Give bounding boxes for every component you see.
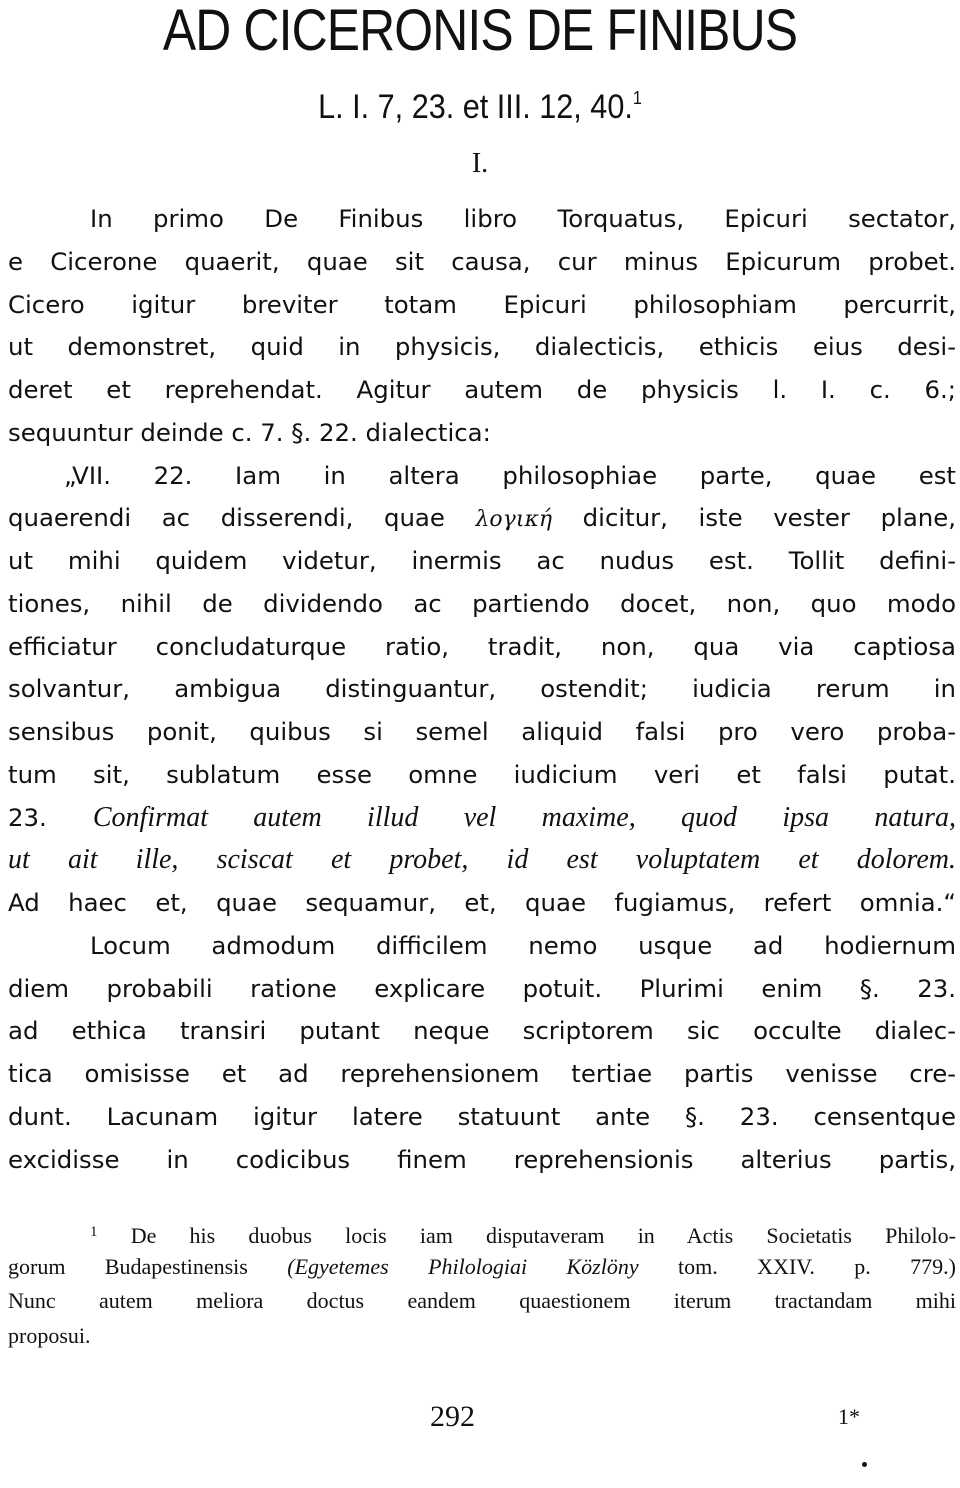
text-line bbox=[8, 711, 956, 754]
text-run: sensibus ponit, quibus si semel aliquid falsi pro vero proba- bbox=[8, 717, 956, 746]
text-run: Locum admodum difficilem nemo usque ad hodiernum bbox=[90, 930, 956, 960]
text-run: dicitur, iste vester plane, bbox=[552, 503, 956, 533]
body-text bbox=[8, 198, 956, 1181]
footnote-line bbox=[8, 1319, 956, 1354]
text-line bbox=[8, 497, 956, 540]
text-run: diem probabili ratione explicare potuit. Plurimi enim §. 23. bbox=[8, 973, 956, 1003]
text-line bbox=[8, 369, 956, 412]
text-line bbox=[8, 668, 956, 711]
text-line bbox=[8, 626, 956, 669]
text-line bbox=[8, 455, 956, 498]
text-run: excidisse in codicibus finem reprehensionis alterius partis, bbox=[8, 1144, 956, 1174]
text-line bbox=[8, 412, 956, 455]
section-number: I. bbox=[471, 148, 489, 179]
text-line bbox=[8, 198, 956, 241]
footnote-line bbox=[8, 1284, 956, 1319]
text-line bbox=[8, 1053, 956, 1096]
footnote-text: gorum Budapestinensis bbox=[8, 1253, 288, 1279]
text-run: Ad haec et, quae sequamur, et, quae fugiamus, refert omnia.“ bbox=[8, 888, 956, 917]
text-run: e Cicerone quaerit, quae sit causa, cur minus Epicurum probet. bbox=[8, 246, 956, 276]
text-line bbox=[8, 968, 956, 1011]
text-line bbox=[8, 925, 956, 968]
text-run: ad ethica transiri putant neque scriptorem sic occulte dialec- bbox=[8, 1016, 956, 1046]
text-run: solvantur, ambigua distinguantur, ostendit; iudicia rerum in bbox=[8, 674, 956, 704]
text-line bbox=[8, 540, 956, 583]
subtitle-text: L. I. 7, 23. et III. 12, 40. bbox=[318, 88, 633, 126]
text-run: In primo De Finibus libro Torquatus, Epicuri sectator, bbox=[90, 204, 956, 233]
text-run: deret et reprehendat. Agitur autem de physicis l. I. c. 6.; bbox=[8, 375, 956, 404]
text-run: quaerendi ac disserendi, quae bbox=[8, 503, 476, 533]
text-run: dunt. Lacunam igitur latere statuunt ante §. 23. censentque bbox=[8, 1101, 956, 1131]
text-line bbox=[8, 583, 956, 626]
subtitle bbox=[48, 78, 912, 127]
footnote-line bbox=[8, 1215, 956, 1250]
text-run: „VII. 22. Iam in altera philosophiae parte, quae est bbox=[64, 460, 956, 490]
text-run: efficiatur concludaturque ratio, tradit, non, qua via captiosa bbox=[8, 631, 956, 661]
text-run: sequuntur deinde c. 7. §. 22. dialectica: bbox=[8, 417, 491, 447]
footnote-text: Nunc autem meliora doctus eandem quaestionem iterum tractandam mihi bbox=[8, 1288, 956, 1313]
text-line bbox=[8, 882, 956, 925]
text-line bbox=[8, 1096, 956, 1139]
footnote-journal-title: (Egyetemes Philologiai Közlöny bbox=[287, 1253, 639, 1279]
text-line bbox=[8, 326, 956, 369]
text-run: tica omisisse et ad reprehensionem tertiae partis venisse cre- bbox=[8, 1059, 956, 1088]
footnote-mark: 1 bbox=[90, 1224, 98, 1240]
text-run: 23. bbox=[8, 802, 93, 832]
text-run: ut mihi quidem videtur, inermis ac nudus est. Tollit defini- bbox=[8, 546, 956, 575]
italic-quote: Confirmat autem illud vel maxime, quod ipsa natura, bbox=[92, 801, 956, 833]
text-line bbox=[8, 754, 956, 797]
text-line bbox=[8, 1139, 956, 1182]
text-line bbox=[8, 839, 956, 882]
page-number: 292 bbox=[430, 1400, 475, 1433]
page-title: AD CICERONIS DE FINIBUS bbox=[162, 0, 798, 63]
italic-quote: ut ait ille, sciscat et probet, id est voluptatem et dolorem. bbox=[8, 844, 956, 876]
signature-mark: 1* bbox=[838, 1404, 860, 1429]
text-run: ut demonstret, quid in physicis, dialecticis, ethicis eius desi- bbox=[8, 332, 956, 362]
text-line bbox=[8, 797, 956, 840]
text-run: tiones, nihil de dividendo ac partiendo docet, non, quo modo bbox=[8, 588, 956, 618]
text-line bbox=[8, 284, 956, 327]
footnote-text: proposui. bbox=[8, 1322, 91, 1348]
text-line bbox=[8, 1010, 956, 1053]
footnote-text: tom. XXIV. p. 779.) bbox=[638, 1253, 956, 1279]
text-run: tum sit, sublatum esse omne iudicium veri et falsi putat. bbox=[8, 759, 956, 789]
footnote-line bbox=[8, 1250, 956, 1285]
text-run: Cicero igitur breviter totam Epicuri philosophiam percurrit, bbox=[8, 289, 956, 319]
subtitle-footnote-mark: 1 bbox=[632, 88, 642, 108]
greek-word: λογική bbox=[475, 507, 553, 533]
text-line bbox=[8, 241, 956, 284]
dot-mark bbox=[862, 1462, 867, 1467]
footnote-text: De his duobus locis iam disputaveram in Actis Societatis Philolo- bbox=[130, 1223, 956, 1248]
footnote bbox=[8, 1215, 956, 1353]
